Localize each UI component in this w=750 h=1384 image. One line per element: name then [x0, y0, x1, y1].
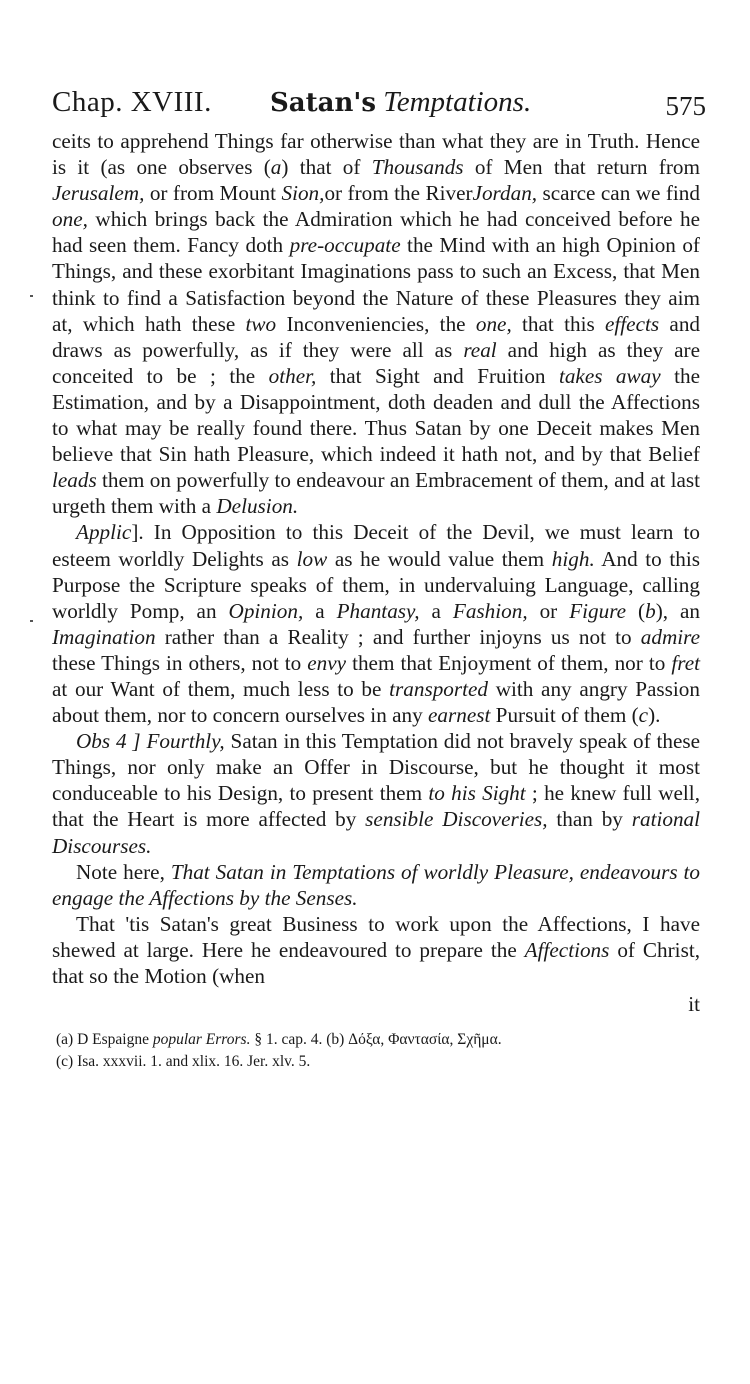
italic-text-run: fret — [671, 650, 700, 675]
italic-text-run: transported — [389, 676, 489, 701]
italic-text-run: one, — [52, 207, 88, 232]
text-run: ]. In Opposition to this Deceit of the Devil, we must learn to esteem worldly Delights as — [52, 520, 700, 571]
italic-text-run: effects — [605, 311, 660, 336]
chapter-heading: Chap. XVIII. — [52, 86, 212, 118]
main-text — [52, 128, 700, 1017]
text-run: rather than a Reality ; and further injoyns us not to — [155, 624, 641, 649]
text-run: ( — [626, 598, 646, 623]
text-run: ; he knew full well, that the Heart is more affected by — [52, 781, 700, 832]
footnote-c: (c) Isa. xxxvii. 1. and xlix. 16. Jer. xlv. 5. — [56, 1053, 311, 1071]
text-run: (a) D Espaigne — [56, 1031, 153, 1049]
catchword-line — [52, 991, 700, 1017]
italic-text-run: Applic — [76, 520, 132, 545]
text-run: with any angry Passion about them, nor to concern ourselves in any — [52, 676, 700, 728]
italic-text-run: one, — [475, 311, 512, 336]
italic-text-run: b — [645, 598, 656, 623]
text-run: or from Mount — [144, 181, 282, 206]
italic-text-run: Fourthly, — [146, 729, 225, 754]
text-run: the Estimation, and by a Disappointment, doth deaden and dull the Affections to what may be really found there. Thus Satan by one Deceit makes Men believe that Sin hath Pleasure, which indeed it hath not, and by that Belief — [52, 363, 701, 467]
italic-text-run: low — [296, 546, 328, 571]
text-run: them on powerfully to endeavour an Embracement of them, and at last urgeth them with a — [52, 468, 700, 519]
running-title-blackletter: Satan's — [270, 88, 376, 118]
italic-text-run: rational Discourses. — [52, 807, 701, 858]
italic-text-run: popular Errors. — [152, 1031, 251, 1049]
text-run: (b) Δόξα, Φαντασία, Σχῆμα. — [326, 1031, 502, 1049]
text-run: that this — [511, 311, 605, 336]
text-run: of Christ, that so the Motion (when — [52, 937, 700, 988]
running-title-italic: Temptations. — [383, 86, 532, 118]
italic-text-run: two — [245, 311, 277, 336]
running-header — [52, 82, 706, 128]
text-run: of Men that return from — [463, 155, 700, 180]
italic-text-run: Delusion. — [216, 494, 299, 519]
text-run: ) that of — [281, 155, 372, 180]
text-run: ). — [648, 703, 661, 728]
italic-text-run: high. — [551, 546, 595, 571]
margin-mark — [30, 295, 33, 297]
text-run: or — [527, 598, 570, 623]
running-title — [270, 82, 531, 123]
footnotes — [52, 1029, 700, 1073]
italic-text-run: a — [270, 155, 282, 180]
italic-text-run: Jerusalem, — [52, 181, 145, 206]
footnote-a-b — [56, 1029, 700, 1051]
margin-mark — [30, 620, 33, 622]
paragraph-note — [52, 859, 700, 911]
italic-text-run: pre-occupate — [289, 233, 401, 258]
italic-text-run: admire — [640, 624, 700, 649]
text-run: them that Enjoyment of them, nor to — [346, 650, 672, 675]
italic-text-run: Phantasy, — [336, 598, 420, 623]
text-run: at our Want of them, much less to be — [52, 676, 390, 701]
paragraph-observation-4 — [52, 728, 700, 858]
italic-text-run: earnest — [427, 703, 491, 728]
text-run: And to this Purpose the Scripture speaks of them, in undervaluing Language, calling worldly Pomp, an — [52, 546, 700, 623]
italic-text-run: to his Sight — [428, 781, 526, 806]
paragraph-5 — [52, 911, 700, 989]
italic-text-run: real — [463, 337, 497, 362]
italic-text-run: Opinion, — [228, 598, 304, 623]
italic-text-run: Obs 4 ] — [76, 729, 147, 754]
text-run: Pursuit of them ( — [490, 703, 639, 728]
italic-text-run: c — [638, 703, 649, 728]
paragraph-1 — [52, 128, 700, 519]
italic-text-run: Thousands — [371, 155, 464, 180]
book-page — [52, 82, 706, 1073]
text-run: these Things in others, not to — [52, 650, 308, 675]
italic-text-run: sensible Discoveries, — [365, 807, 548, 832]
italic-text-run: That Satan in Temptations of worldly Pleasure, endeavours to engage the Affections by the Senses. — [52, 859, 700, 910]
text-run: the Mind with an high Opinion of Things, and these exorbitant Imaginations pass to such an Excess, that Men think to find a Satisfaction beyond the Nature of these Pleasures they aim at, which hath these — [52, 233, 700, 336]
text-run: that Sight and Fruition — [316, 363, 559, 388]
italic-text-run: takes away — [558, 363, 661, 388]
italic-text-run: Figure — [569, 598, 627, 623]
text-run: than by — [547, 807, 632, 832]
italic-text-run: Fashion, — [452, 598, 528, 623]
page-number: 575 — [665, 91, 706, 121]
text-run: a — [303, 598, 337, 623]
text-run: a — [419, 598, 453, 623]
text-run: scarce can we find — [537, 181, 700, 206]
italic-text-run: envy — [307, 650, 347, 675]
italic-text-run: other, — [268, 363, 317, 388]
italic-text-run: Affections — [524, 937, 610, 962]
text-run: as he would value them — [327, 546, 552, 571]
text-run: That 'tis Satan's great Business to work upon the Affections, I have shewed at large. Here he endeavoured to prepare the — [52, 911, 700, 962]
text-run: ceits to apprehend Things far otherwise than what they are in Truth. Hence is it (as one observes ( — [52, 129, 700, 180]
text-run: Inconveniencies, the — [276, 311, 476, 336]
text-run: Satan in this Temptation did not bravely speak of these Things, nor only make an Offer in Discourse, but he thought it most conduceable to his Design, to present them — [52, 729, 701, 806]
italic-text-run: Sion, — [281, 181, 325, 206]
paragraph-application — [52, 519, 700, 728]
catchword: it — [688, 992, 700, 1017]
italic-text-run: Imagination — [52, 624, 156, 649]
italic-text-run: Jordan, — [472, 181, 538, 206]
text-run: and draws as powerfully, as if they were all as — [52, 311, 701, 362]
text-run: and high as they are conceited to be ; the — [52, 337, 700, 388]
text-run: § 1. cap. 4. — [250, 1031, 327, 1049]
text-run: ), an — [655, 598, 700, 623]
text-run: which brings back the Admiration which he had conceived before he had seen them. Fancy doth — [52, 207, 700, 258]
text-run: or from the River — [324, 181, 473, 206]
text-run: Note here, — [76, 859, 171, 884]
italic-text-run: leads — [52, 468, 97, 493]
